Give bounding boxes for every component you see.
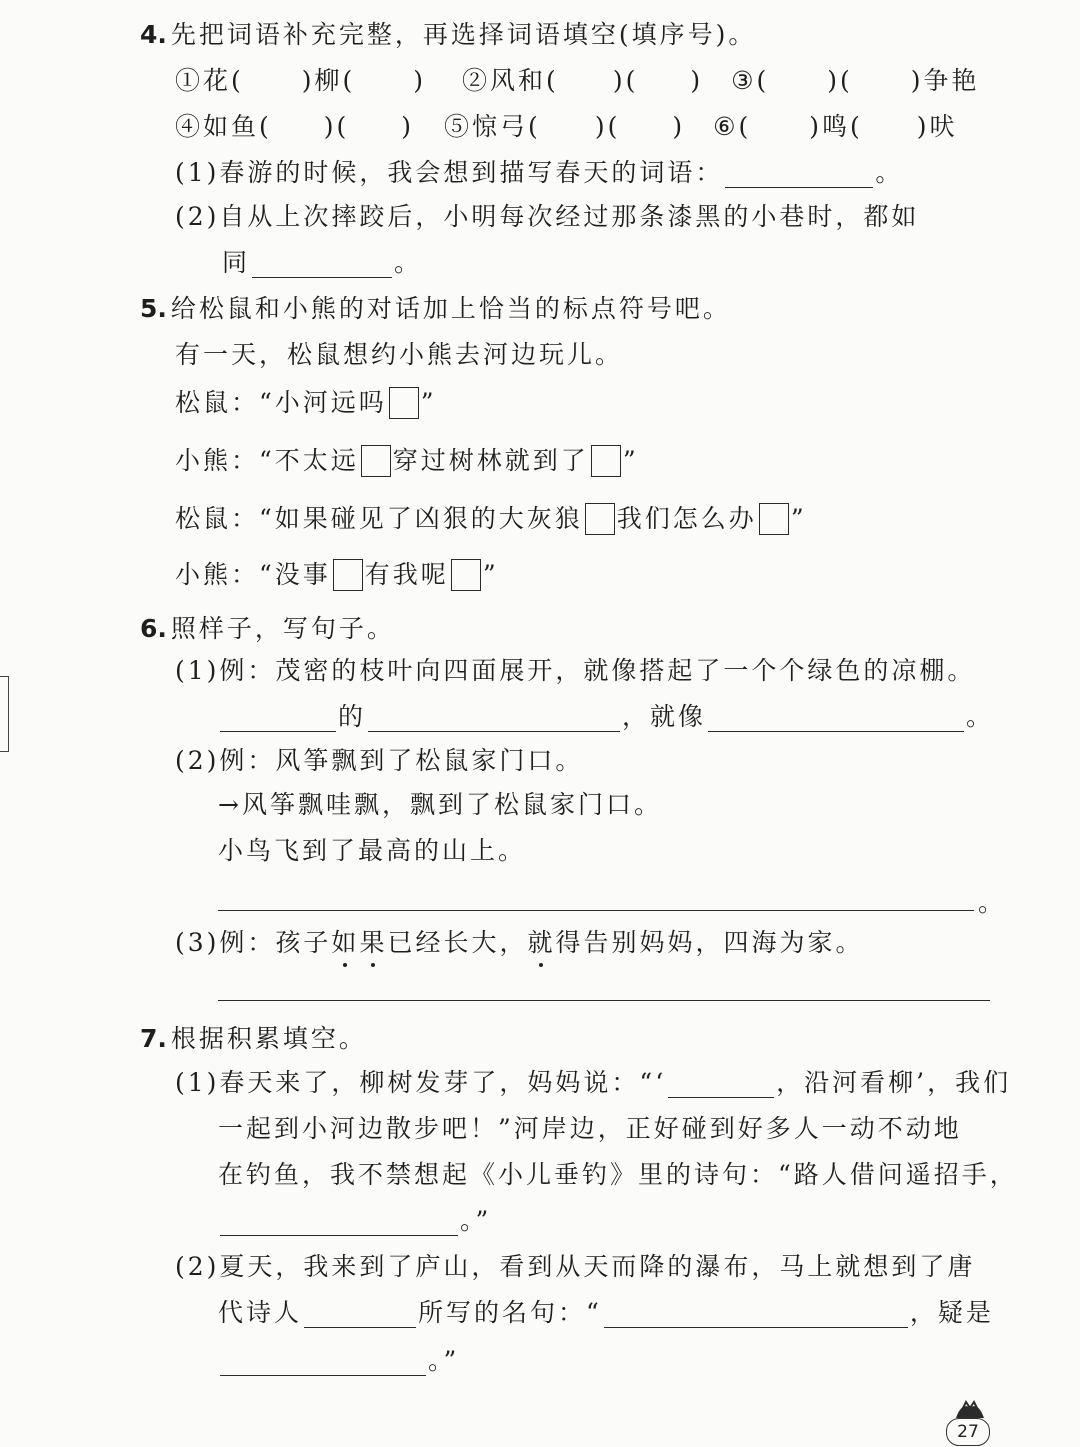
q5-dialogue-1: 松鼠：“小河远吗 ” xyxy=(175,388,437,417)
q7-p1-line1: (1)春天来了，柳树发芽了，妈妈说：“‘ ，沿河看柳’，我们 xyxy=(175,1068,1012,1097)
punctuation-box[interactable] xyxy=(333,559,363,591)
q4-row2: ④如鱼( )( ) ⑤惊弓( )( ) ⑥( )鸣( )吠 xyxy=(175,112,958,141)
punctuation-box[interactable] xyxy=(361,445,391,477)
q4-sentence-2: (2)自从上次摔跤后，小明每次经过那条漆黑的小巷时，都如 xyxy=(175,202,920,231)
q6-example-2-arrow: →风筝飘哇飘，飘到了松鼠家门口。 xyxy=(218,790,662,819)
answer-blank[interactable] xyxy=(604,1301,908,1328)
q4-row1: ①花( )柳( ) ②风和( )( ) ③( )( )争艳 xyxy=(175,66,980,95)
answer-blank[interactable] xyxy=(368,705,620,732)
answer-blank[interactable] xyxy=(252,251,392,278)
q4-sentence-2-cont: 同 。 xyxy=(222,248,423,277)
answer-blank[interactable] xyxy=(220,1209,458,1236)
answer-blank[interactable] xyxy=(220,705,336,732)
answer-blank[interactable] xyxy=(304,1301,416,1328)
q6-example-1: (1)例：茂密的枝叶向四面展开，就像搭起了一个个绿色的凉棚。 xyxy=(175,656,976,685)
q7-p1-line4: 。” xyxy=(218,1206,491,1236)
page-number: 27 xyxy=(946,1418,990,1446)
punctuation-box[interactable] xyxy=(451,559,481,591)
q5-dialogue-3: 松鼠：“如果碰见了凶狠的大灰狼 我们怎么办 ” xyxy=(175,504,807,533)
q5-title: 5. 给松鼠和小熊的对话加上恰当的标点符号吧。 xyxy=(140,294,731,323)
answer-blank[interactable] xyxy=(725,161,873,188)
q6-example-2-task: 小鸟飞到了最高的山上。 xyxy=(218,836,527,865)
q7-p2-line3: 。” xyxy=(218,1346,459,1376)
q7-p2-line1: (2)夏天，我来到了庐山，看到从天而降的瀑布，马上就想到了唐 xyxy=(175,1252,976,1281)
emphasis-dot-char: 就 xyxy=(527,928,556,957)
q6-example-3: (3)例：孩子如果已经长大，就得告别妈妈，四海为家。 xyxy=(175,928,864,957)
q5-dialogue-4: 小熊：“没事 有我呢 ” xyxy=(175,560,499,589)
answer-line[interactable] xyxy=(218,1000,990,1001)
punctuation-box[interactable] xyxy=(585,503,615,535)
answer-blank[interactable] xyxy=(668,1071,774,1098)
q5-dialogue-2: 小熊：“不太远 穿过树林就到了 ” xyxy=(175,446,639,475)
q7-p1-line3: 在钓鱼，我不禁想起《小儿垂钓》里的诗句：“路人借问遥招手， xyxy=(218,1160,1018,1189)
punctuation-box[interactable] xyxy=(759,503,789,535)
q4-sentence-1: (1)春游的时候，我会想到描写春天的词语： 。 xyxy=(175,158,904,187)
q7-p2-line2: 代诗人 所写的名句：“ ，疑是 xyxy=(218,1298,994,1327)
margin-mark xyxy=(0,676,9,752)
punctuation-box[interactable] xyxy=(389,387,419,419)
answer-blank[interactable] xyxy=(220,1349,426,1376)
emphasis-dot-char: 果 xyxy=(359,928,388,957)
punctuation-box[interactable] xyxy=(591,445,621,477)
q4-title: 4. 先把词语补充完整，再选择词语填空(填序号)。 xyxy=(140,20,757,49)
q5-intro: 有一天，松鼠想约小熊去河边玩儿。 xyxy=(175,340,624,369)
answer-line[interactable] xyxy=(218,910,974,911)
answer-blank[interactable] xyxy=(708,705,964,732)
emphasis-dot-char: 如 xyxy=(331,928,360,957)
q6-fill-1: 的 ，就像 。 xyxy=(218,702,994,732)
q6-title: 6. 照样子，写句子。 xyxy=(140,614,395,643)
q6-example-2: (2)例：风筝飘到了松鼠家门口。 xyxy=(175,746,584,775)
answer-period: 。 xyxy=(978,888,1004,917)
q7-title: 7. 根据积累填空。 xyxy=(140,1024,367,1053)
q7-p1-line2: 一起到小河边散步吧！”河岸边，正好碰到好多人一动不动地 xyxy=(218,1114,962,1143)
